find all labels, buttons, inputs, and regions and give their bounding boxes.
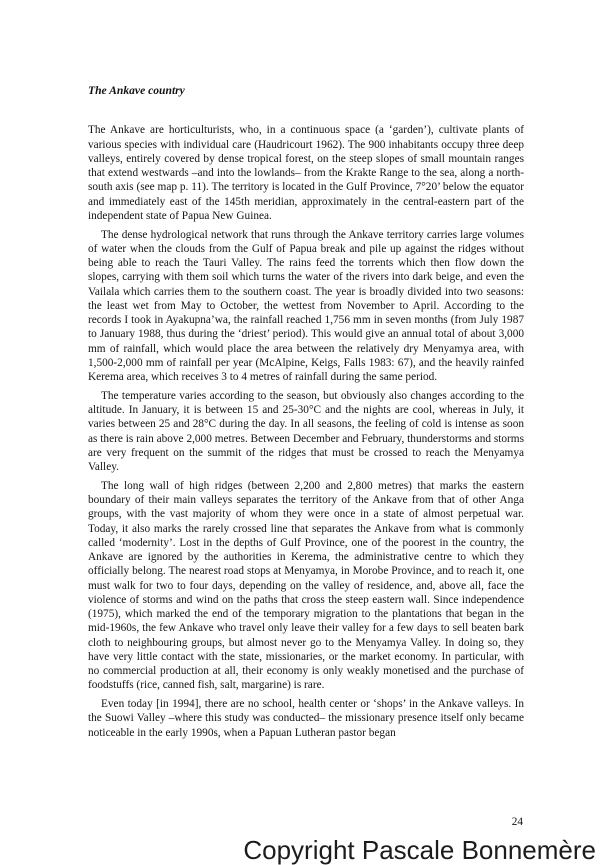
page-number: 24	[511, 816, 523, 828]
paragraph: The dense hydrological network that runs through the Ankave territory carries large volumes of water when the clouds from the Gulf of Papua break and pile up against the ridges without being able to reach the Tauri Valley. The rains feed the torrents which then flow down the slopes, carrying with them soil which turns the water of the rivers into dark beige, and even the Vailala which carries them to the southern coast. The year is broadly divided into two seasons: the least wet from May to October, the wettest from November to April. According to the records I took in Ayakupna’wa, the rainfall reached 1,756 mm in seven months (from July 1987 to January 1988, thus during the ‘driest’ period). This would give an annual total of about 3,000 mm of rainfall, which would place the area between the relatively dry Menyamya area, with 1,500-2,000 mm of rainfall per year (McAlpine, Keigs, Falls 1983: 67), and the heavily rainfed Kerema area, which receives 3 to 4 metres of rainfall during the same period.	[88, 228, 524, 383]
paragraph: The Ankave are horticulturists, who, in a continuous space (a ‘garden’), cultivate plants of various species with individual care (Haudricourt 1962). The 900 inhabitants occupy three deep valleys, entirely covered by dense tropical forest, on the steep slopes of small mountain ranges that extend westwards –and into the lowlands– from the Krakte Range to the sea, along a north-south axis (see map p. 11). The territory is located in the Gulf Province, 7°20’ below the equator and immediately east of the 145th meridian, approximately in the central-eastern part of the independent state of Papua New Guinea.	[88, 124, 524, 222]
paragraph: The long wall of high ridges (between 2,200 and 2,800 metres) that marks the eastern boundary of their main valleys separates the territory of the Ankave from that of other Anga groups, with the vast majority of whom they were once in a state of almost perpetual war. Today, it also marks the rarely crossed line that separates the Ankave from what is commonly called ‘modernity’. Lost in the depths of Gulf Province, one of the poorest in the country, the Ankave are ignored by the authorities in Kerema, the administrative centre to which they officially belong. The nearest road stops at Menyamya, in Morobe Province, and to reach it, one must walk for two to four days, depending on the valley of residence, and, above all, face the violence of storms and wind on the paths that cross the steep eastern wall. Since independence (1975), which marked the end of the temporary migration to the plantations that began in the mid-1960s, the few Ankave who travel only leave their valley for a few days to sell beaten bark cloth to neighbouring groups, but almost never go to the Menyamya Valley. In doing so, they have very little contact with the state, missionaries, or the market economy. In particular, with no commercial production at all, their economy is only weakly monetised and the purchase of foodstuffs (rice, canned fish, salt, margarine) is rare.	[88, 479, 524, 692]
section-title: The Ankave country	[88, 84, 185, 97]
paragraph: The temperature varies according to the season, but obviously also changes according to the altitude. In January, it is between 15 and 25-30°C and the nights are cool, whereas in July, it varies between 25 and 28°C during the day. In all seasons, the feeling of cold is intense as soon as there is rain above 2,000 metres. Between December and February, thunderstorms and storms are very frequent on the summit of the ridges that must be crossed to reach the Menyamya Valley.	[88, 389, 524, 473]
copyright-watermark: Copyright Pascale Bonnemère	[243, 835, 596, 865]
paragraph: Even today [in 1994], there are no school, health center or ‘shops’ in the Ankave valleys. In the Suowi Valley –where this study was conducted– the missionary presence itself only became noticeable in the early 1990s, when a Papuan Lutheran pastor began	[88, 698, 524, 739]
page-content	[88, 84, 524, 744]
